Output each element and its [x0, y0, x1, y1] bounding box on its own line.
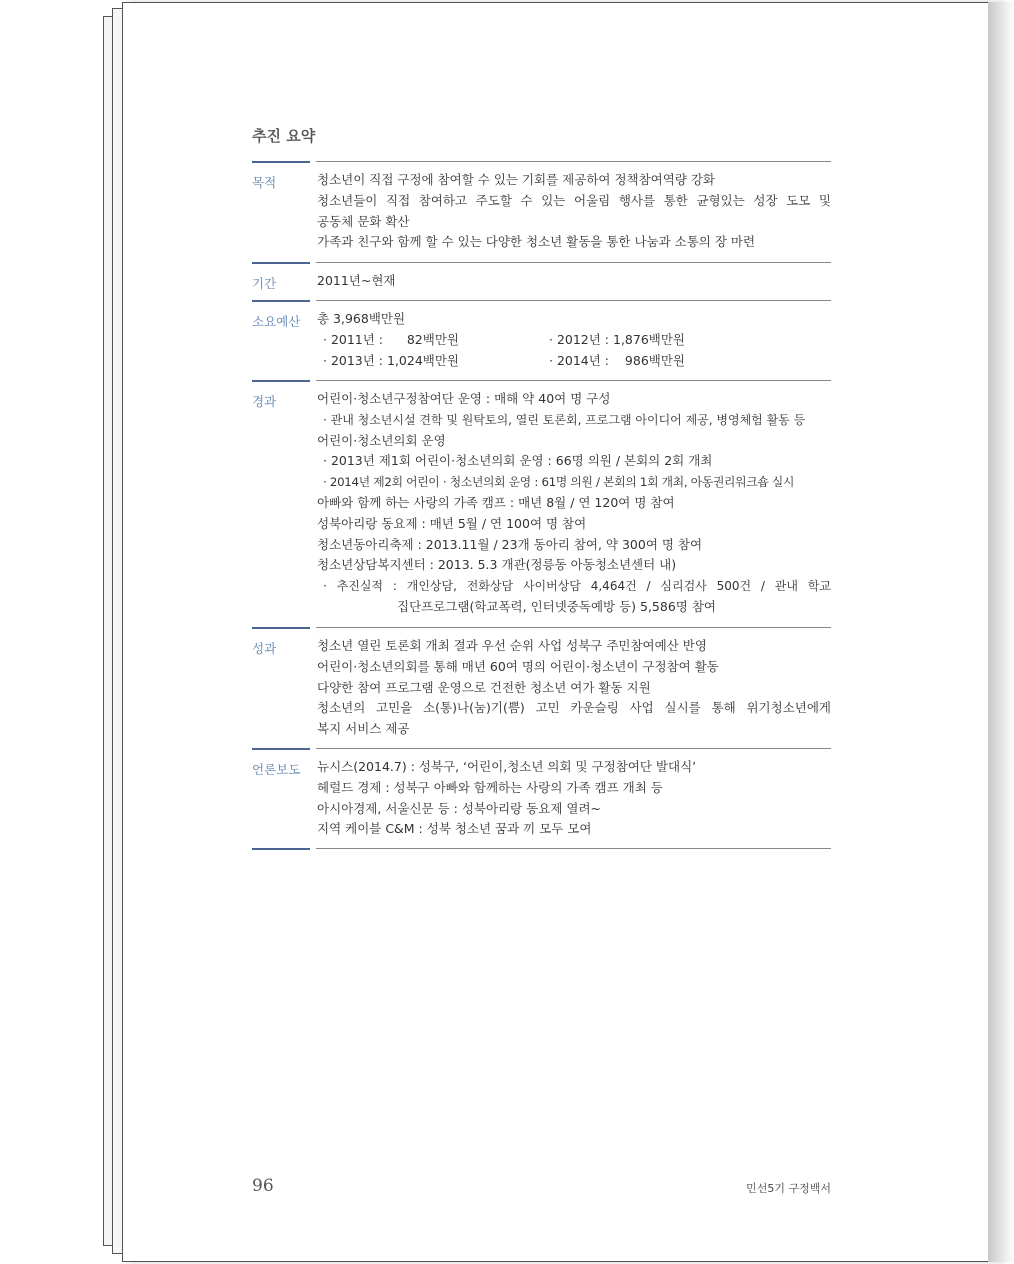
results-line: 집단프로그램(학교폭력, 인터넷중독예방 등) 5,586명 참여: [397, 598, 716, 614]
purpose-line: 청소년이 직접 구정에 참여할 수 있는 기회를 제공하여 정책참여역량 강화: [317, 172, 716, 187]
body-rule: [316, 380, 831, 381]
label-rule: [252, 627, 310, 629]
label-rule: [252, 380, 310, 382]
row-label-period: 기간: [252, 276, 277, 291]
results-line: 청소년동아리축제 : 2013.11월 / 23개 동아리 참여, 약 300여 명 참여: [317, 536, 703, 552]
row-label-results: 경과: [252, 394, 277, 409]
results-line: 어린이·청소년의회 운영: [317, 432, 446, 448]
label-rule: [252, 161, 310, 163]
results-line: 성북아리랑 동요제 : 매년 5월 / 연 100여 명 참여: [317, 515, 587, 531]
budget-total: 총 3,968백만원: [317, 311, 406, 326]
results-line: 아빠와 함께 하는 사랑의 가족 캠프 : 매년 8월 / 연 120여 명 참여: [317, 494, 675, 510]
purpose-line: 청소년들이 직접 참여하고 주도할 수 있는 어울림 행사를 통한 균형있는 성장 도모 및: [317, 192, 831, 208]
purpose-lines: [317, 170, 831, 253]
period-lines: [317, 271, 831, 292]
label-rule: [252, 300, 310, 302]
body-rule: [316, 262, 831, 263]
purpose-line: 가족과 친구와 함께 할 수 있는 다양한 청소년 활동을 통한 나눔과 소통의 장 마련: [317, 234, 756, 250]
achievements-line: 다양한 참여 프로그램 운영으로 건전한 청소년 여가 활동 지원: [317, 679, 651, 695]
body-rule: [316, 627, 831, 628]
results-line: · 관내 청소년시설 견학 및 원탁토의, 열린 토론회, 프로그램 아이디어 제공, 병영체험 활동 등: [323, 412, 806, 427]
row-label-press: 언론보도: [252, 762, 301, 777]
label-rule: [252, 262, 310, 264]
body-rule: [316, 300, 831, 301]
press-lines: [317, 757, 831, 840]
page-shadow: [988, 2, 1014, 1262]
results-line: 청소년상담복지센터 : 2013. 5.3 개관(정릉동 아동청소년센터 내): [317, 557, 677, 573]
results-lines: [317, 389, 831, 618]
body-rule: [316, 748, 831, 749]
page-number: 96: [252, 1176, 274, 1196]
achievements-line: 어린이·청소년의회를 통해 매년 60여 명의 어린이·청소년이 구정참여 활동: [317, 658, 719, 674]
period-line: 2011년~현재: [317, 273, 396, 288]
budget-item: · 2013년 : 1,024백만원: [323, 352, 460, 368]
results-line: · 2013년 제1회 어린이·청소년의회 운영 : 66명 의원 / 본회의 2회 개최: [323, 453, 713, 469]
results-line: · 2014년 제2회 어린이 · 청소년의회 운영 : 61명 의원 / 본회의 1회 개최, 아동권리워크숍 실시: [323, 475, 795, 490]
purpose-line: 공동체 문화 확산: [317, 213, 410, 229]
body-rule-bottom: [316, 848, 831, 849]
body-rule: [316, 161, 831, 162]
label-rule: [252, 748, 310, 750]
budget-lines: [317, 309, 831, 371]
budget-item: · 2014년 : 986백만원: [549, 352, 685, 368]
row-label-purpose: 목적: [252, 175, 277, 190]
book-title: 민선5기 구정백서: [746, 1182, 831, 1195]
achievements-line: 청소년 열린 토론회 개최 결과 우선 순위 사업 성북구 주민참여예산 반영: [317, 638, 707, 653]
budget-item: · 2012년 : 1,876백만원: [549, 331, 686, 347]
achievements-line: 청소년의 고민을 소(통)나(눔)기(쁨) 고민 카운슬링 사업 실시를 통해 위기청소년에게: [317, 700, 831, 716]
row-label-achievements: 성과: [252, 641, 277, 656]
row-label-budget: 소요예산: [252, 314, 301, 329]
press-line: 뉴시스(2014.7) : 성북구, ‘어린이,청소년 의회 및 구정참여단 발대식’: [317, 759, 697, 774]
label-rule-bottom: [252, 848, 310, 850]
results-line: 어린이·청소년구정참여단 운영 : 매해 약 40여 명 구성: [317, 391, 611, 406]
achievements-lines: [317, 636, 831, 740]
press-line: 헤럴드 경제 : 성북구 아빠와 함께하는 사랑의 가족 캠프 개최 등: [317, 779, 663, 795]
press-line: 지역 케이블 C&M : 성북 청소년 꿈과 끼 모두 모여: [317, 821, 592, 837]
results-line: · 추진실적 : 개인상담, 전화상담 사이버상담 4,464건 / 심리검사 500건 / 관내 학교: [323, 579, 831, 594]
section-title: 추진 요약: [252, 127, 316, 145]
achievements-line: 복지 서비스 제공: [317, 721, 410, 737]
press-line: 아시아경제, 서울신문 등 : 성북아리랑 동요제 열려~: [317, 800, 601, 816]
budget-item: · 2011년 : 82백만원: [323, 331, 459, 347]
budget-breakdown: [317, 330, 831, 372]
